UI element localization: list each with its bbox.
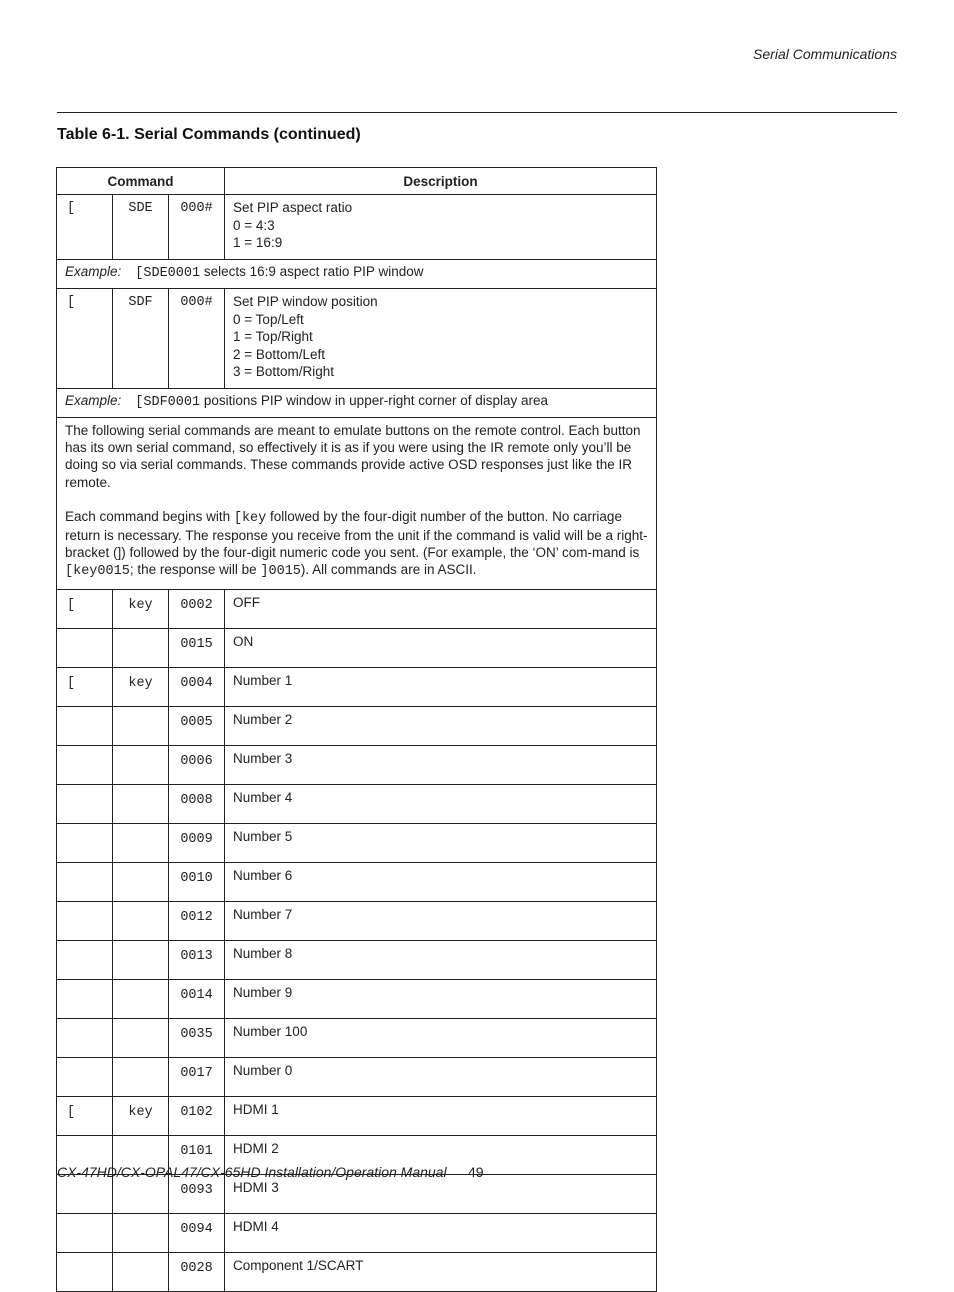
command-code (113, 628, 169, 667)
example-code: [SDF0001 (135, 395, 201, 410)
command-bracket: [ (57, 589, 113, 628)
command-description: Number 4 (225, 784, 657, 823)
example-code: [SDE0001 (135, 266, 201, 281)
table-row (57, 706, 657, 745)
command-code (113, 901, 169, 940)
command-code (113, 784, 169, 823)
table-row (57, 745, 657, 784)
command-description: Number 2 (225, 706, 657, 745)
command-bracket (57, 1252, 113, 1291)
intro-paragraph-2 (65, 508, 648, 581)
table-row (57, 1213, 657, 1252)
command-description: Number 3 (225, 745, 657, 784)
header-rule (57, 112, 897, 113)
command-bracket (57, 979, 113, 1018)
command-description: HDMI 4 (225, 1213, 657, 1252)
table-row-sdf (57, 289, 657, 389)
table-title: Table 6-1. Serial Commands (continued) (57, 126, 361, 143)
command-bracket: [ (57, 195, 113, 260)
command-number: 0017 (169, 1057, 225, 1096)
example-label: Example: (65, 264, 122, 279)
description-line: 0 = Top/Left (233, 311, 304, 327)
table-row (57, 628, 657, 667)
intro-paragraph-1: The following serial commands are meant to emulate buttons on the remote control. Each button has its own serial command, so effectively it is as if you were using the IR remote only you’ll be doing so via serial commands. These commands provide active OSD responses just like the IR remote. (65, 423, 641, 490)
command-code: SDF (113, 289, 169, 389)
command-bracket (57, 823, 113, 862)
description-line: Set PIP aspect ratio (233, 200, 353, 215)
command-bracket (57, 901, 113, 940)
example-cell (57, 260, 657, 289)
table-row (57, 823, 657, 862)
command-number: 0008 (169, 784, 225, 823)
table-row (57, 901, 657, 940)
command-code (113, 1057, 169, 1096)
command-number: 0006 (169, 745, 225, 784)
description-column-header: Description (225, 168, 657, 195)
command-code (113, 706, 169, 745)
command-argument: 000# (169, 289, 225, 389)
description-line: 0 = 4:3 (233, 217, 275, 233)
description-line: Set PIP window position (233, 294, 378, 309)
command-code (113, 940, 169, 979)
table-header-row (57, 168, 657, 195)
command-code: key (113, 1096, 169, 1135)
command-number: 0004 (169, 667, 225, 706)
command-number: 0010 (169, 862, 225, 901)
command-number: 0012 (169, 901, 225, 940)
command-number: 0093 (169, 1174, 225, 1213)
command-bracket (57, 1018, 113, 1057)
command-description: Number 9 (225, 979, 657, 1018)
command-bracket (57, 706, 113, 745)
command-bracket (57, 745, 113, 784)
intro-text: ; the response will be (129, 562, 261, 578)
command-argument: 000# (169, 195, 225, 260)
command-number: 0014 (169, 979, 225, 1018)
table-row (57, 862, 657, 901)
command-bracket (57, 628, 113, 667)
command-code (113, 1252, 169, 1291)
intro-code: ]0015 (260, 564, 301, 580)
description-line: 1 = Top/Right (233, 329, 313, 344)
command-code (113, 979, 169, 1018)
command-description: Number 1 (225, 667, 657, 706)
intro-code: [key0015 (65, 564, 130, 580)
example-text: selects 16:9 aspect ratio PIP window (200, 264, 424, 279)
command-bracket (57, 1057, 113, 1096)
command-bracket (57, 940, 113, 979)
intro-text: followed by the four-digit number of the button. No carriage return is necessary. The response you receive from the unit if the command is valid will be a right-bracket (]) followed by the four-digit numeric code you sent. (For example, the ‘ON’ com-mand is (65, 508, 648, 561)
table-row (57, 979, 657, 1018)
table-row (57, 1096, 657, 1135)
command-number: 0035 (169, 1018, 225, 1057)
command-number: 0102 (169, 1096, 225, 1135)
command-code: key (113, 589, 169, 628)
command-number: 0009 (169, 823, 225, 862)
table-row-sde-example (57, 260, 657, 289)
command-number: 0013 (169, 940, 225, 979)
intro-code: [key (233, 510, 267, 526)
table-row (57, 1252, 657, 1291)
table-row-intro (57, 418, 657, 590)
command-description: Number 0 (225, 1057, 657, 1096)
command-description: ON (225, 628, 657, 667)
command-description (225, 195, 657, 260)
description-line: 1 = 16:9 (233, 235, 283, 250)
command-bracket: [ (57, 667, 113, 706)
command-number: 0101 (169, 1135, 225, 1174)
command-description: OFF (225, 589, 657, 628)
command-number: 0028 (169, 1252, 225, 1291)
table-row-sde (57, 195, 657, 260)
serial-commands-table (56, 167, 657, 1292)
intro-text: ). All commands are in ASCII. (300, 562, 477, 578)
table-row (57, 589, 657, 628)
command-code (113, 745, 169, 784)
command-description: HDMI 3 (225, 1174, 657, 1213)
intro-text: Each command begins with (65, 508, 234, 524)
command-code (113, 1213, 169, 1252)
command-description (225, 289, 657, 389)
key-rows (57, 589, 657, 1291)
command-description: Component 1/SCART (225, 1252, 657, 1291)
table-row-sdf-example (57, 389, 657, 418)
command-bracket (57, 1213, 113, 1252)
command-bracket: [ (57, 1096, 113, 1135)
command-description: Number 7 (225, 901, 657, 940)
command-bracket: [ (57, 289, 113, 389)
command-code (113, 862, 169, 901)
running-header: Serial Communications (753, 46, 897, 62)
command-description: Number 5 (225, 823, 657, 862)
command-bracket (57, 784, 113, 823)
table-row (57, 1018, 657, 1057)
description-line: 3 = Bottom/Right (233, 364, 334, 379)
table-row (57, 667, 657, 706)
command-number: 0002 (169, 589, 225, 628)
command-number: 0015 (169, 628, 225, 667)
command-code (113, 1018, 169, 1057)
command-description: HDMI 1 (225, 1096, 657, 1135)
command-code: SDE (113, 195, 169, 260)
command-column-header: Command (57, 168, 225, 195)
example-text: positions PIP window in upper-right corner of display area (200, 393, 549, 408)
command-description: Number 100 (225, 1018, 657, 1057)
command-description: Number 6 (225, 862, 657, 901)
table-row (57, 940, 657, 979)
command-description: Number 8 (225, 940, 657, 979)
table-row (57, 1057, 657, 1096)
description-line: 2 = Bottom/Left (233, 346, 325, 362)
command-code: key (113, 667, 169, 706)
command-number: 0005 (169, 706, 225, 745)
example-label: Example: (65, 393, 122, 408)
command-description: HDMI 2 (225, 1135, 657, 1174)
command-bracket (57, 862, 113, 901)
command-code (113, 823, 169, 862)
example-cell (57, 389, 657, 418)
footer-manual-title: CX-47HD/CX-OPAL47/CX-65HD Installation/Operation Manual (57, 1164, 447, 1180)
table-row (57, 784, 657, 823)
command-number: 0094 (169, 1213, 225, 1252)
intro-cell (57, 418, 657, 590)
footer-page-number: 49 (468, 1164, 484, 1180)
